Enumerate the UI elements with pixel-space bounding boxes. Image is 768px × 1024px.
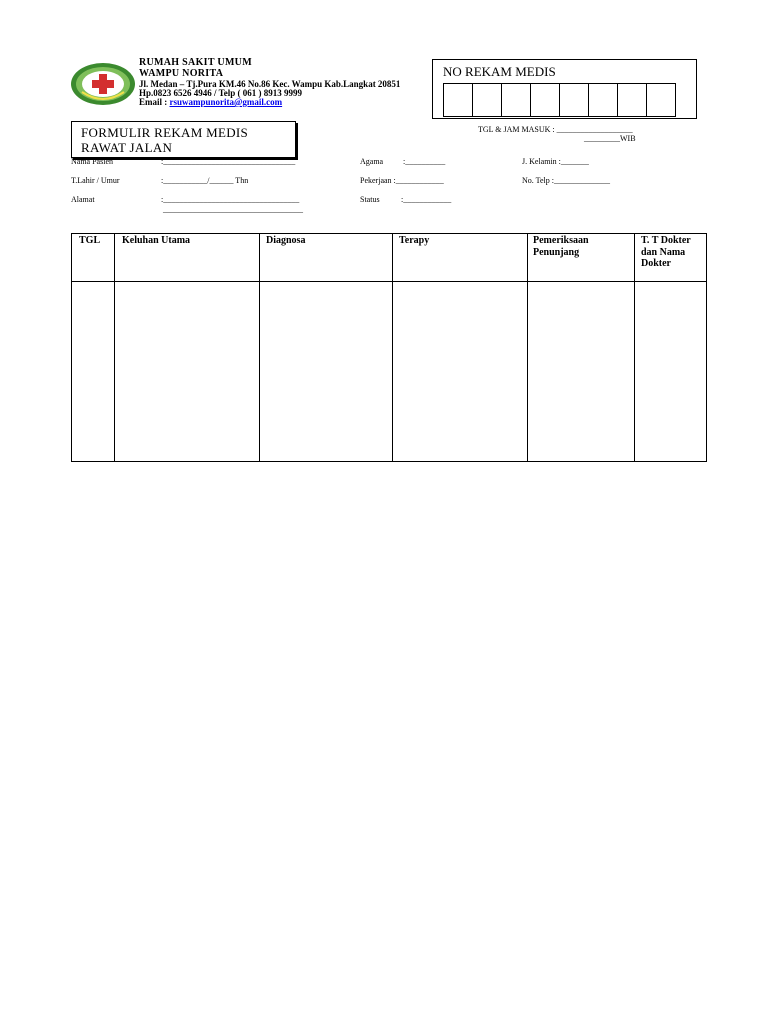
hospital-name-line1: RUMAH SAKIT UMUM	[139, 57, 252, 68]
record-number-title: NO REKAM MEDIS	[443, 64, 556, 79]
form-title-line2: RAWAT JALAN	[81, 140, 173, 155]
table-header-terapy: Terapy	[399, 235, 430, 246]
address-field[interactable]: :__________________________________	[161, 195, 300, 204]
occupation-field[interactable]: Pekerjaan :____________	[360, 176, 444, 185]
record-number-cells	[443, 83, 676, 117]
record-number-box	[432, 59, 697, 119]
admission-wib-field[interactable]: _________WIB	[584, 134, 636, 143]
table-cell-keluhan[interactable]	[116, 283, 258, 460]
address-field-line2[interactable]: ___________________________________	[163, 205, 303, 214]
record-number-cell[interactable]	[618, 84, 647, 116]
table-cell-terapy[interactable]	[394, 283, 526, 460]
table-cell-diagnosa[interactable]	[261, 283, 391, 460]
religion-label: Agama	[360, 157, 384, 166]
table-header-tgl: TGL	[79, 235, 101, 246]
form-title-line1: FORMULIR REKAM MEDIS	[81, 125, 249, 140]
phone-field[interactable]: No. Telp :______________	[522, 176, 610, 185]
table-header-ttd: T. T Dokter dan Nama Dokter	[641, 235, 691, 269]
status-field[interactable]: :____________	[401, 195, 452, 204]
hospital-email-row	[139, 97, 282, 107]
table-header-diagnosa: Diagnosa	[266, 235, 306, 246]
admission-datetime-field[interactable]: TGL & JAM MASUK : ___________________	[478, 125, 633, 134]
patient-name-field[interactable]: :_________________________________	[161, 157, 296, 166]
hospital-address: Jl. Medan – Tj.Pura KM.46 No.86 Kec. Wampu Kab.Langkat 20851	[139, 79, 401, 89]
table-cell-ttd[interactable]	[636, 283, 705, 460]
religion-field[interactable]: :__________	[403, 157, 446, 166]
form-title-box	[71, 121, 296, 158]
email-link[interactable]: rsuwampunorita@gmail.com	[169, 97, 283, 107]
table-header-keluhan: Keluhan Utama	[122, 235, 191, 246]
hospital-logo	[70, 62, 136, 106]
gender-field[interactable]: J. Kelamin :_______	[522, 157, 589, 166]
table-cell-pemeriksaan[interactable]	[529, 283, 633, 460]
record-number-cell[interactable]	[473, 84, 502, 116]
medical-record-table	[71, 233, 707, 462]
birth-age-field[interactable]: :___________/______ Thn	[161, 176, 249, 185]
record-number-cell[interactable]	[647, 84, 676, 116]
status-label: Status	[360, 195, 380, 204]
record-number-cell[interactable]	[444, 84, 473, 116]
patient-name-label: Nama Pasien	[71, 157, 113, 166]
hospital-name-line2: WAMPU NORITA	[139, 68, 224, 79]
record-number-cell[interactable]	[502, 84, 531, 116]
hospital-phone: Hp.0823 6526 4946 / Telp ( 061 ) 8913 9999	[139, 88, 303, 98]
table-cell-tgl[interactable]	[73, 283, 113, 460]
email-label: Email :	[139, 97, 168, 107]
record-number-cell[interactable]	[589, 84, 618, 116]
table-header-pemeriksaan: Pemeriksaan Penunjang	[533, 235, 589, 258]
address-label: Alamat	[71, 195, 95, 204]
birth-age-label: T.Lahir / Umur	[71, 176, 120, 185]
record-number-cell[interactable]	[531, 84, 560, 116]
record-number-cell[interactable]	[560, 84, 589, 116]
